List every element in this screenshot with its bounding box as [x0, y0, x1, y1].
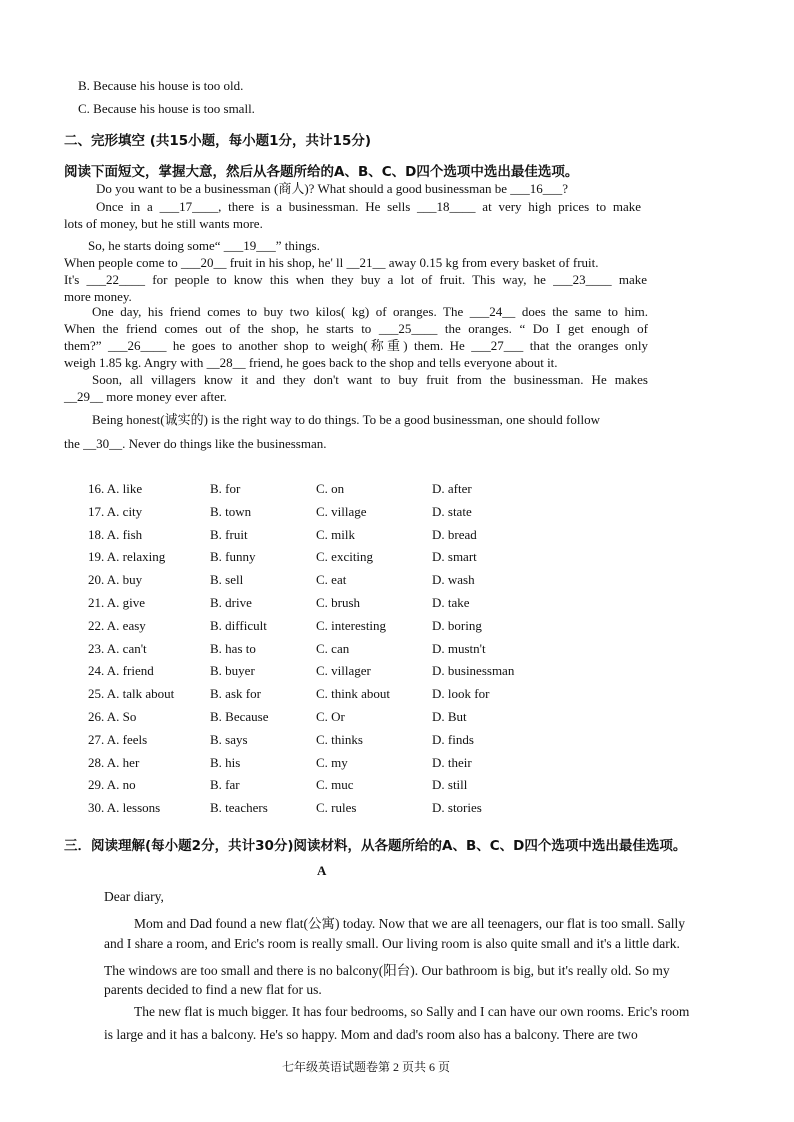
diary-line: and I share a room, and Eric's room is really small. Our living room is also quite small and it's a little dark.	[104, 936, 680, 951]
option-b: B. buyer	[210, 663, 255, 679]
page-footer: 七年级英语试题卷第 2 页共 6 页	[282, 1060, 451, 1074]
passage-line: lots of money, but he still wants more.	[64, 216, 263, 231]
option-c: C. think about	[316, 686, 391, 702]
option-d: D. finds	[432, 731, 474, 747]
option-d: D. smart	[432, 549, 477, 565]
diary-line: Mom and Dad found a new flat(公寓) today. Now that we are all teenagers, our flat is too small. Sally	[134, 916, 685, 931]
passage-line: Soon, all villagers know it and they don't want to buy fruit from the businessman. He makes	[92, 372, 648, 387]
section3-heading: 三．阅读理解(每小题2分，共计30分)阅读材料，从各题所给的A、B、C、D四个选项中选出最佳选项。	[64, 838, 687, 854]
part-label: A	[317, 863, 327, 878]
option-a: 27. A. feels	[88, 731, 148, 747]
option-d: D. bread	[432, 526, 477, 542]
option-c: C. interesting	[316, 617, 387, 633]
option-a: 26. A. So	[88, 709, 137, 724]
option-d: D. stories	[432, 800, 482, 816]
prev-option-c: C. Because his house is too small.	[78, 101, 255, 116]
option-a: 21. A. give	[88, 595, 146, 610]
option-b: B. town	[210, 503, 252, 519]
option-c: C. brush	[316, 595, 361, 610]
option-b: B. ask for	[210, 686, 261, 702]
option-c: C. muc	[316, 777, 354, 793]
option-c: C. village	[316, 503, 367, 519]
passage-line: weigh 1.85 kg. Angry with __28__ friend, he goes back to the shop and tells everyone about it.	[64, 355, 558, 370]
option-a: 22. A. easy	[88, 617, 146, 633]
option-d: D. But	[432, 709, 467, 724]
option-b: B. fruit	[210, 526, 248, 542]
option-b: B. teachers	[210, 800, 268, 816]
option-a: 29. A. no	[88, 777, 136, 793]
passage-line: the __30__. Never do things like the businessman.	[64, 436, 327, 451]
option-d: D. businessman	[432, 663, 515, 679]
option-d: D. wash	[432, 572, 475, 588]
passage-line: Once in a ___17____, there is a businessman. He sells ___18____ at very high prices to make	[96, 199, 641, 214]
option-d: D. still	[432, 777, 468, 793]
option-a: 19. A. relaxing	[88, 549, 166, 565]
option-c: C. eat	[316, 572, 347, 588]
option-d: D. their	[432, 754, 472, 770]
option-b: B. Because	[210, 709, 269, 724]
option-d: D. state	[432, 503, 472, 519]
option-a: 16. A. like	[88, 481, 143, 496]
option-d: D. after	[432, 481, 472, 496]
option-a: 17. A. city	[88, 503, 143, 519]
option-d: D. mustn't	[432, 640, 486, 656]
option-b: B. drive	[210, 595, 252, 610]
diary-line: The new flat is much bigger. It has four bedrooms, so Sally and I can have our own rooms. Eric's room	[134, 1004, 690, 1019]
option-c: C. thinks	[316, 731, 363, 747]
passage-line: One day, his friend comes to buy two kilos( kg) of oranges. The ___24__ does the same to him.	[92, 304, 648, 319]
diary-line: The windows are too small and there is no balcony(阳台). Our bathroom is big, but it's really old. So my	[104, 963, 670, 978]
option-c: C. exciting	[316, 549, 374, 565]
diary-line: parents decided to find a new flat for us.	[104, 982, 322, 997]
option-c: C. villager	[316, 663, 371, 679]
option-b: B. far	[210, 777, 240, 793]
option-a: 20. A. buy	[88, 572, 143, 588]
passage-line: Do you want to be a businessman (商人)? What should a good businessman be ___16___?	[96, 181, 569, 196]
option-d: D. look for	[432, 686, 490, 702]
option-d: D. boring	[432, 617, 482, 633]
option-a: 24. A. friend	[88, 663, 154, 679]
option-a: 30. A. lessons	[88, 800, 161, 816]
passage-line: It's ___22____ for people to know this when they buy a lot of fruit. This way, he ___23____ make	[64, 272, 647, 287]
option-c: C. can	[316, 640, 350, 656]
option-a: 25. A. talk about	[88, 686, 175, 702]
option-b: B. funny	[210, 549, 256, 565]
passage-line: them?” ___26____ he goes to another shop to weigh(称重) them. He ___27___ that the oranges only	[64, 338, 648, 353]
option-d: D. take	[432, 595, 470, 610]
passage-line: __29__ more money ever after.	[64, 389, 227, 404]
option-b: B. says	[210, 731, 248, 747]
section2-instruction: 阅读下面短文，掌握大意，然后从各题所给的A、B、C、D四个选项中选出最佳选项。	[64, 164, 579, 180]
passage-line: So, he starts doing some“ ___19___” things.	[88, 238, 320, 253]
option-b: B. for	[210, 481, 241, 496]
option-c: C. my	[316, 754, 348, 770]
passage-line: When people come to ___20__ fruit in his shop, he' ll __21__ away 0.15 kg from every basket of fruit.	[64, 255, 599, 270]
passage-line: more money.	[64, 289, 132, 304]
option-c: C. on	[316, 481, 345, 496]
section2-heading: 二、完形填空 (共15小题，每小题1分，共计15分)	[64, 133, 372, 149]
option-c: C. rules	[316, 800, 357, 816]
diary-line: is large and it has a balcony. He's so happy. Mom and dad's room also has a balcony. There are two	[104, 1027, 638, 1042]
option-b: B. difficult	[210, 617, 267, 633]
option-c: C. Or	[316, 709, 345, 724]
option-a: 23. A. can't	[88, 640, 147, 656]
diary-line: Dear diary,	[104, 889, 164, 904]
option-c: C. milk	[316, 526, 356, 542]
prev-option-b: B. Because his house is too old.	[78, 78, 244, 93]
passage-line: When the friend comes out of the shop, he starts to ___25____ the oranges. “ Do I get enough of	[64, 321, 648, 336]
option-b: B. has to	[210, 640, 256, 656]
passage-line: Being honest(诚实的) is the right way to do things. To be a good businessman, one should follow	[92, 412, 600, 427]
option-a: 18. A. fish	[88, 526, 143, 542]
option-b: B. his	[210, 754, 241, 770]
option-a: 28. A. her	[88, 754, 140, 770]
option-b: B. sell	[210, 572, 244, 588]
